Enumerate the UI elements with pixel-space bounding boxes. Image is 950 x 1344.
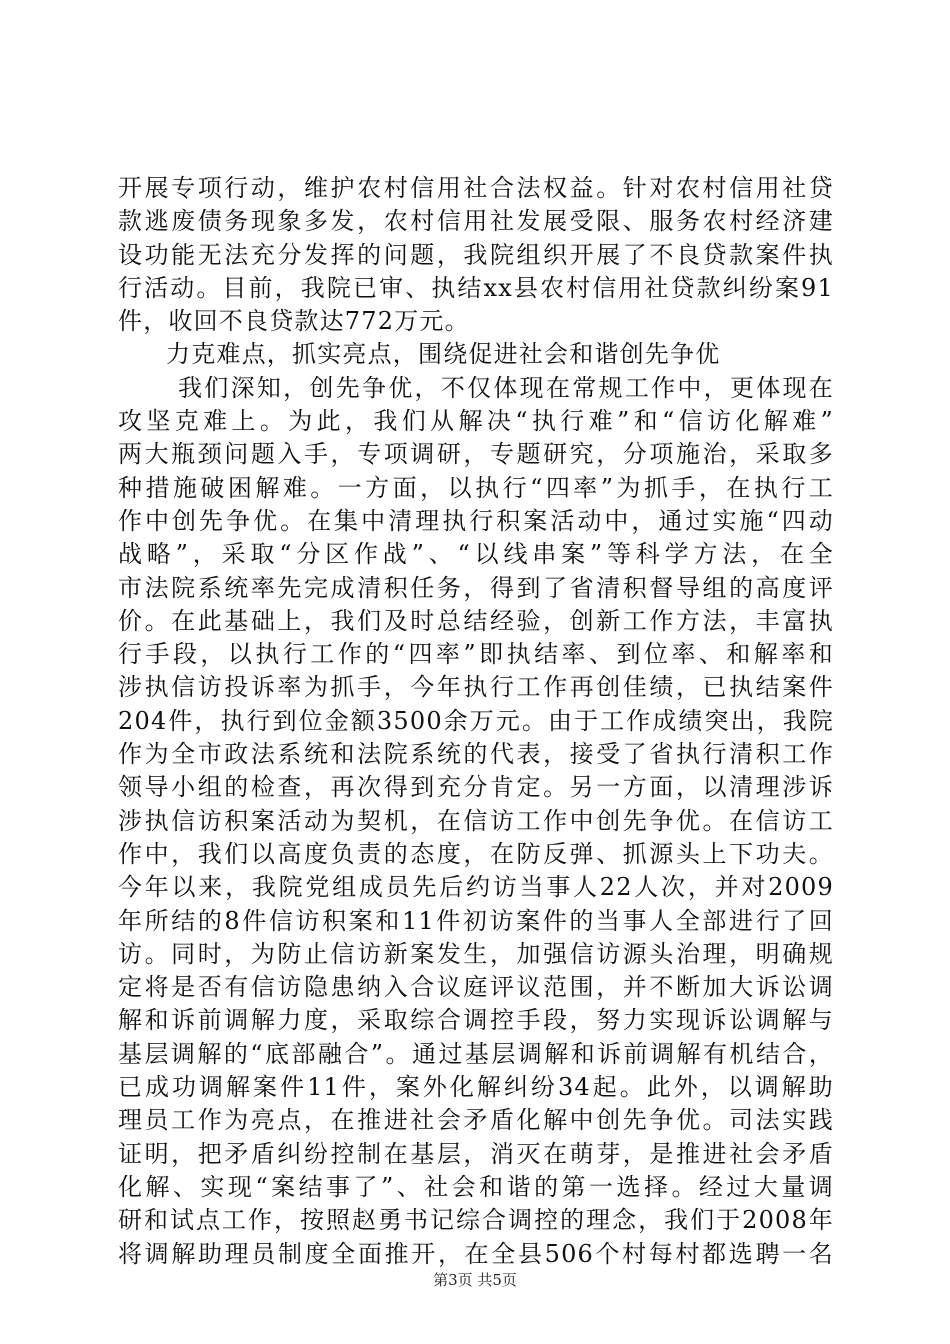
- text-line: 款逃废债务现象多发，农村信用社发展受限、服务农村经济建: [118, 207, 834, 236]
- text-line: 市法院系统率先完成清积任务，得到了省清积督导组的高度评: [118, 573, 834, 602]
- text-line: 涉执信访投诉率为抓手，今年执行工作再创佳绩，已执结案件: [118, 673, 834, 702]
- text-line: 种措施破困解难。一方面，以执行“四率”为抓手，在执行工: [118, 473, 834, 502]
- text-line: 证明，把矛盾纠纷控制在基层，消灭在萌芽，是推进社会矛盾: [118, 1139, 834, 1168]
- page-footer: [0, 1270, 950, 1290]
- text-line: 定将是否有信访隐患纳入合议庭评议范围，并不断加大诉讼调: [118, 973, 834, 1002]
- text-line: 两大瓶颈问题入手，专项调研，专题研究，分项施治，采取多: [118, 440, 834, 469]
- page-number: 第3页 共5页: [433, 1271, 517, 1289]
- text-line: 战略”，采取“分区作战”、“以线串案”等科学方法，在全: [118, 540, 834, 569]
- text-line: 涉执信访积案活动为契机，在信访工作中创先争优。在信访工: [118, 806, 834, 835]
- section-heading: 力克难点，抓实亮点，围绕促进社会和谐创先争优: [166, 340, 721, 369]
- text-line: 件，收回不良贷款达772万元。: [118, 307, 470, 336]
- text-line: 行手段，以执行工作的“四率”即执结率、到位率、和解率和: [118, 640, 834, 669]
- text-line: 设功能无法充分发挥的问题，我院组织开展了不良贷款案件执: [118, 240, 834, 269]
- text-line: 作为全市政法系统和法院系统的代表，接受了省执行清积工作: [118, 740, 834, 769]
- text-line: 我们深知，创先争优，不仅体现在常规工作中，更体现在: [178, 373, 834, 402]
- text-line: 领导小组的检查，再次得到充分肯定。另一方面，以清理涉诉: [118, 773, 834, 802]
- text-line: 解和诉前调解力度，采取综合调控手段，努力实现诉讼调解与: [118, 1006, 834, 1035]
- text-line: 价。在此基础上，我们及时总结经验，创新工作方法，丰富执: [118, 606, 834, 635]
- text-line: 作中，我们以高度负责的态度，在防反弹、抓源头上下功夫。: [118, 839, 834, 868]
- text-line: 将调解助理员制度全面推开，在全县506个村每村都选聘一名: [118, 1239, 834, 1268]
- text-line: 今年以来，我院党组成员先后约访当事人22人次，并对2009: [118, 873, 834, 902]
- text-line: 开展专项行动，维护农村信用社合法权益。针对农村信用社贷: [118, 174, 834, 202]
- text-line: 访。同时，为防止信访新案发生，加强信访源头治理，明确规: [118, 939, 834, 968]
- text-line: 作中创先争优。在集中清理执行积案活动中，通过实施“四动: [118, 506, 834, 535]
- text-line: 年所结的8件信访积案和11件初访案件的当事人全部进行了回: [118, 906, 834, 935]
- text-line: 行活动。目前，我院已审、执结xx县农村信用社贷款纠纷案91: [118, 273, 834, 302]
- text-line: 攻坚克难上。为此，我们从解决“执行难”和“信访化解难”: [118, 407, 834, 436]
- text-line: 已成功调解案件11件，案外化解纠纷34起。此外，以调解助: [118, 1073, 834, 1102]
- document-body: [118, 172, 834, 1271]
- text-line: 204件，执行到位金额3500余万元。由于工作成绩突出，我院: [118, 706, 834, 735]
- text-line: 研和试点工作，按照赵勇书记综合调控的理念，我们于2008年: [118, 1206, 834, 1235]
- text-line: 基层调解的“底部融合”。通过基层调解和诉前调解有机结合，: [118, 1039, 834, 1068]
- text-line: 理员工作为亮点，在推进社会矛盾化解中创先争优。司法实践: [118, 1106, 834, 1135]
- text-line: 化解、实现“案结事了”、社会和谐的第一选择。经过大量调: [118, 1172, 834, 1201]
